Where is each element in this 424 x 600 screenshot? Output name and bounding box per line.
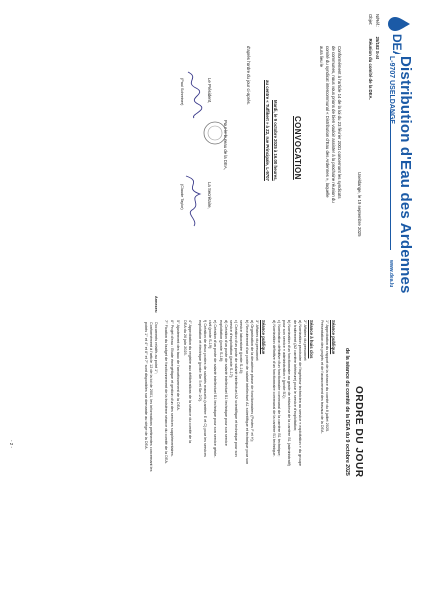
annex-line: points 1° et 4° et 6° et 7° sont disponibles sur demande au siège de la DEA. [143,322,148,450]
agenda-line: e) Création d'un poste de salarié intellectuel B1 technique pour son service génie- [213,320,218,458]
reference-row [374,14,380,59]
for-committee: Pour le bureau de la DEA, [223,120,228,170]
agenda-item-4 [182,320,192,443]
company-name: Distribution d'Eau des Ardennes [397,56,414,294]
closing-line: d'après l'ordre du jour ci-après. [246,46,251,105]
reference-label: N/Réf.: [375,14,380,28]
agenda-item-1 [319,320,329,434]
stamp-icon [202,120,228,146]
page-number: - 2 - [9,440,14,449]
agenda-line: 1° Approbation du rapport de la séance du comité du 8 juillet 2025. [325,320,329,433]
company-logo [381,14,412,54]
object-label: Objet: [368,14,373,26]
agenda-line: exploitation et électrique (poste Sm 5 et Sm 2/2). [197,320,202,403]
convocation-title: CONVOCATION [293,116,302,180]
president-name: (Paul Schreiner) [180,78,184,106]
closed-session-heading: Séance à huis clos [309,320,314,359]
agenda-line: 2° Affaires du personnel: [303,320,307,362]
agenda-subtitle: de la séance du comité de la DEA du 9 octobre 2025 [344,348,350,476]
agenda-line: d) Nomination définitive d'un fonctionnaire communal de la carrière B1 technique. [271,320,276,457]
agenda-line: f) Création de deux postes de salariés manuels (carrière E et C) pour les services [202,320,207,457]
annexes-list [142,322,158,472]
agenda-line: a) Nomination provisoire de l'ingénieur technicien au service « exploitation » du groupe [297,320,302,466]
agenda-title: ORDRE DU JOUR [353,386,364,478]
agenda-line: pour son service « administration » (poste B1); [282,320,287,399]
president-label: Le Président, [207,78,212,104]
agenda-line: a) Organisation de la deuxième phase de fonctionnaires (Postes F et H); [249,320,254,442]
agenda-line: b) Nomination d'un fonctionnaire au grade de rédacteur de la carrière B1 (administratif) [287,320,292,466]
agenda-line: Présentation des projets et de l'avancement des travaux de la DEA. [319,320,324,434]
object-value: Réunion du comité de la DEA. [368,38,373,100]
agenda-line: c) Nomination définitive d'un fonctionnaire communal de la carrière B1 technique; [276,320,281,457]
official-stamp [197,120,228,146]
logo-letters: DEA [390,34,404,54]
agenda-line: service laboratoire (poste S-16); [239,320,244,375]
annex-line: Documents relatifs au point 1°; [154,322,158,374]
place-date: Useldange, le 19 septembre 2025 [357,172,362,237]
public-session-heading: Séance publique [331,320,336,355]
agenda-item-2 [271,320,307,466]
company-address: L-9707 USELDANGE [388,56,395,125]
agenda-line: civil (poste S-19); [208,320,213,350]
agenda-line: service d'exploitation (poste S-17); [228,320,233,379]
signature-icon [182,70,204,120]
agenda-line: d) Création d'un poste de salarié intellectuel B1 technique pour son service [223,320,228,446]
intro-line: Conformément à l'article 14 de la loi du 23 février 2001 concernant les syndicats [337,46,342,199]
water-drop-logo-icon [386,14,412,54]
object-row [367,14,373,100]
header-rule [390,110,391,250]
intro-paragraph [318,46,342,203]
intro-line: aura lieu le [319,46,324,68]
secretary-name: (Claude Taylor) [180,184,184,210]
agenda-item-5: 5° Ajustement des taux de l'amortissement de la DEA. [176,320,180,411]
agenda-line: c) Création d'un poste de salarié intellectuel A2 scientifique et technique pour son [234,320,239,457]
agenda-item-3 [197,320,259,464]
agenda-line: exploitation (poste S-18); [218,320,223,363]
meeting-location: au centre « Tuffikert » à Z2, rue Principale, L-9707 [265,80,270,181]
agenda-item-6: 6° Projet d'eau : Etude énergétique et gestion d'un des services supplémentaires. [170,320,174,457]
agenda-line: b) Recrutement d'un poste de salarié intellectuel A1 scientifique et technique pour son [244,320,249,465]
website: www.dea.lu [388,260,394,288]
annexes-label: Annexes: [154,296,158,314]
intro-line: de communes, nous vous prions de bien vouloir assister à la prochaine réunion du [331,46,336,203]
agenda-line: 3° Affaires du personnel: [255,320,259,362]
intro-line: comité du syndicat intercommunal « Distribution d'Eau des Ardennes », laquelle [325,46,330,198]
meeting-date: Mardi, le 9 octobre 2025 à 16.00 heures, [273,100,278,181]
agenda-line: 4° Approbation du registre aux délibérations de la séance du comité de la [188,320,192,444]
reference-value: 25/182 S-at [375,36,380,60]
agenda-line: DEA du 26 juin 2025. [182,320,187,356]
annex-line: Conformément à l'article 12 de la loi de 2001, les informations pertinentes concernant les [148,322,153,472]
public-session-heading-2: Séance publique [261,320,266,355]
agenda-item-7: 7° Fixation du budget de fonctionnement de la troisième séance du comité de la DEA. [164,320,168,464]
secretary-label: La Secrétaire, [207,182,212,209]
agenda-line: de traitement (A2 carrière inférieure) pour le service d'exploitation; [292,320,297,432]
